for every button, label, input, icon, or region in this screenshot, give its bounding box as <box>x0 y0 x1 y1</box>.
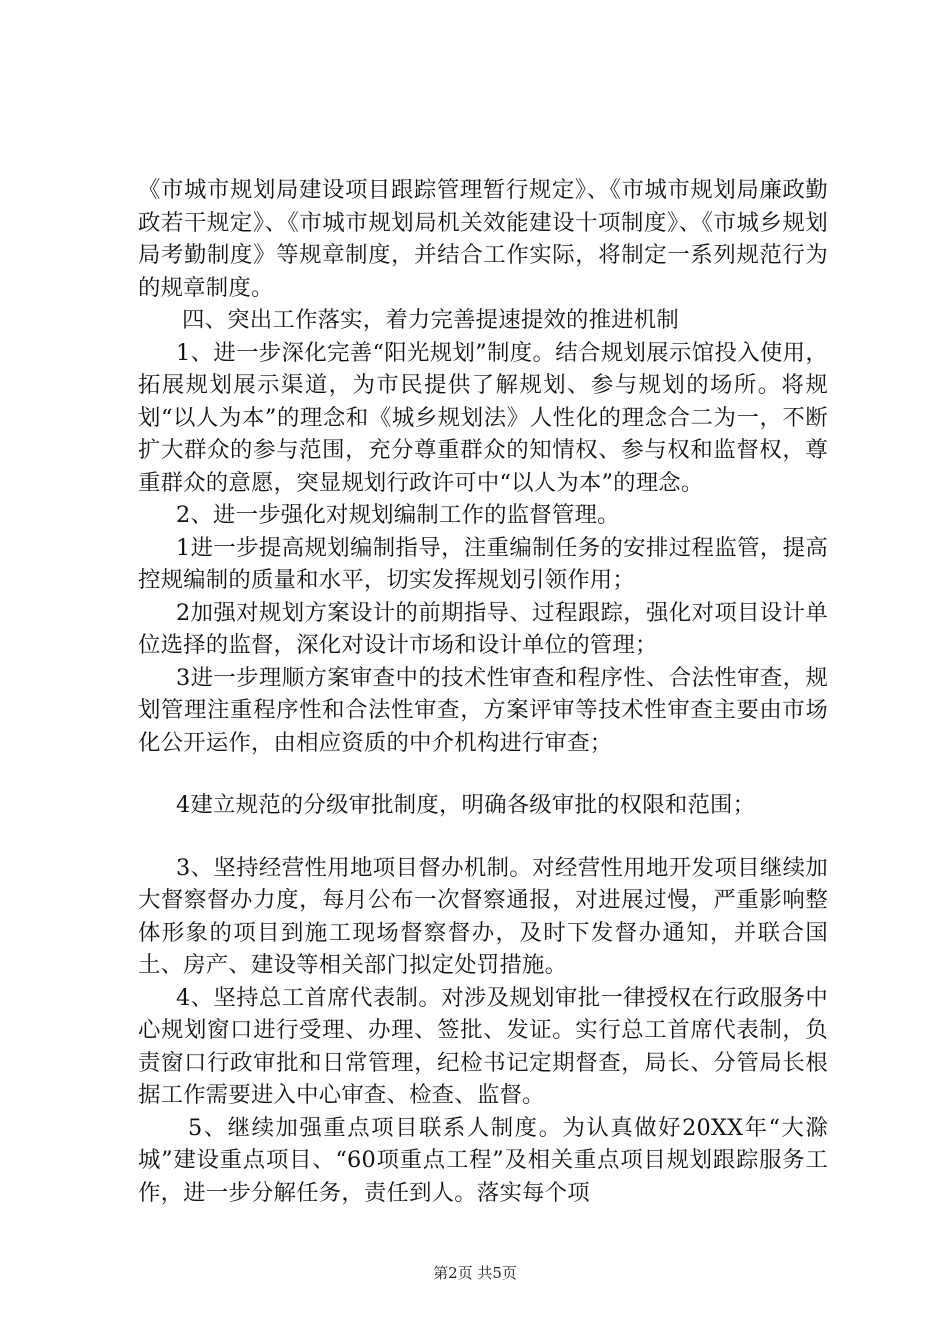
paragraph-item-1: 1、进一步深化完善“阳光规划”制度。结合规划展示馆投入使用，拓展规划展示渠道，为市民提供了解规划、参与规划的场所。将规划“以人为本”的理念和《城乡规划法》人性化的理念合二为一，不断扩大群众的参与范围，充分尊重群众的知情权、参与权和监督权，尊重群众的意愿，突显规划行政许可中“以人为本”的理念。 <box>138 339 828 496</box>
paragraph-subitem-4: 4建立规范的分级审批制度，明确各级审批的权限和范围； <box>176 792 756 818</box>
paragraph-subitem-1: 1进一步提高规划编制指导，注重编制任务的安排过程监管，提高控规编制的质量和水平，切实发挥规划引领作用； <box>138 534 828 593</box>
paragraph-item-5: 5、继续加强重点项目联系人制度。为认真做好20XX年“大滁城”建设重点项目、“60项重点工程”及相关重点项目规划跟踪服务工作，进一步分解任务，责任到人。落实每个项 <box>138 1114 828 1206</box>
paragraph-subitem-3: 3进一步理顺方案审查中的技术性审查和程序性、合法性审查，规划管理注重程序性和合法性审查，方案评审等技术性审查主要由市场化公开运作，由相应资质的中介机构进行审查； <box>138 664 828 756</box>
paragraph-item-4: 4、坚持总工首席代表制。对涉及规划审批一律授权在行政服务中心规划窗口进行受理、办理、签批、发证。实行总工首席代表制，负责窗口行政审批和日常管理，纪检书记定期督查，局长、分管局长根据工作需要进入中心审查、检查、监督。 <box>138 984 828 1108</box>
paragraph-item-3: 3、坚持经营性用地项目督办机制。对经营性用地开发项目继续加大督察督办力度，每月公布一次督察通报，对进展过慢，严重影响整体形象的项目到施工现场督察督办，及时下发督办通知，并联合国土、房产、建设等相关部门拟定处罚措施。 <box>138 854 828 978</box>
paragraph-subitem-2: 2加强对规划方案设计的前期指导、过程跟踪，强化对项目设计单位选择的监督，深化对设计市场和设计单位的管理； <box>138 599 828 658</box>
page-footer <box>0 1262 950 1283</box>
paragraph-regulations: 《市城市规划局建设项目跟踪管理暂行规定》、《市城市规划局廉政勤政若干规定》、《市城市规划局机关效能建设十项制度》、《市城乡规划局考勤制度》等规章制度，并结合工作实际，将制定一系列规范行为的规章制度。 <box>138 177 828 301</box>
document-body <box>138 174 828 1209</box>
section-heading-4: 四、突出工作落实，着力完善提速提效的推进机制 <box>182 307 679 333</box>
page-number: 第2页 共5页 <box>433 1264 517 1282</box>
paragraph-item-2: 2、进一步强化对规划编制工作的监督管理。 <box>176 502 620 528</box>
